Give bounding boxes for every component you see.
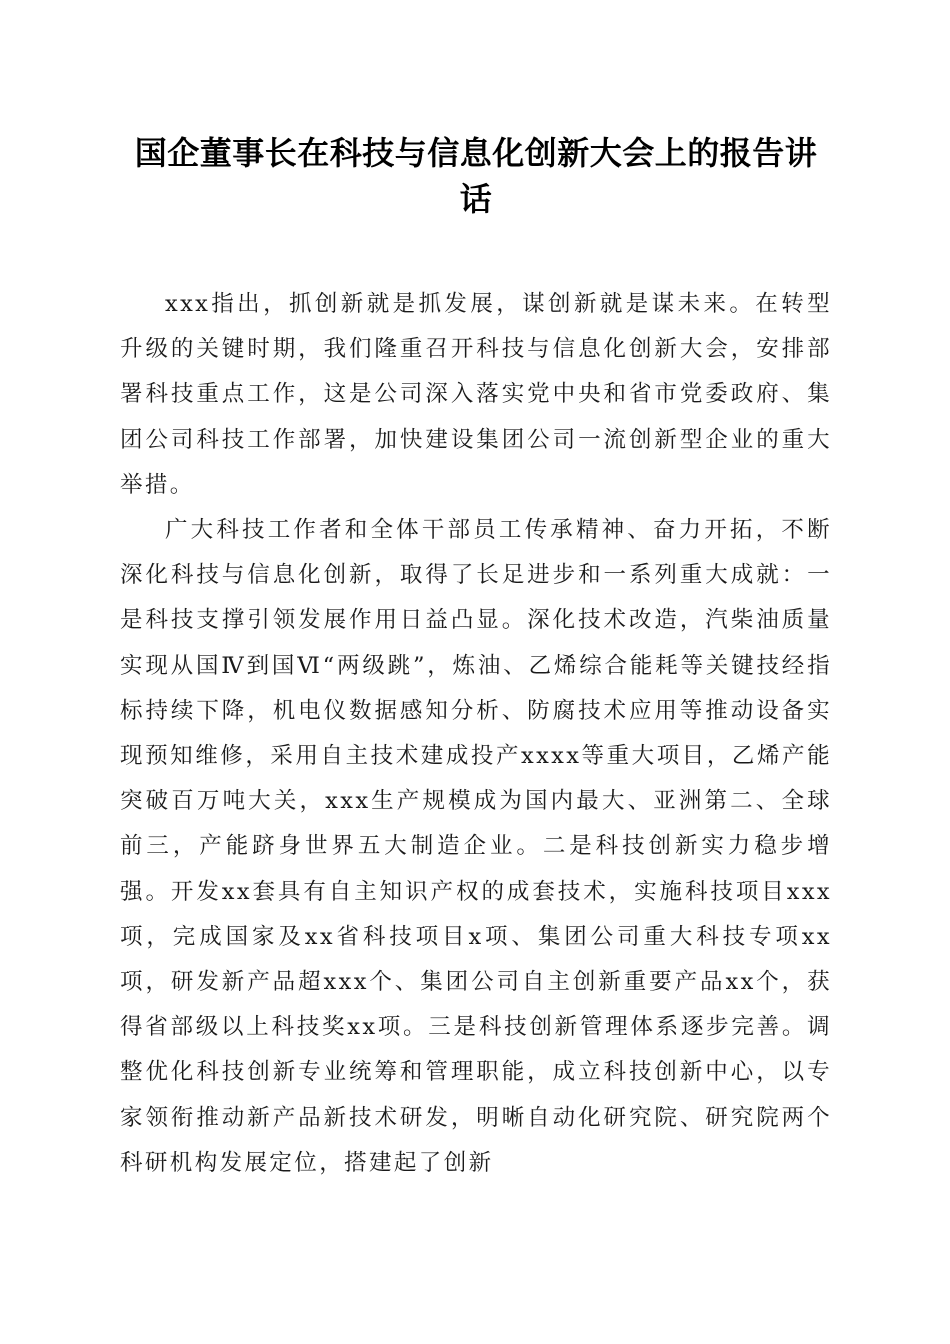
paragraph-achievements: 广大科技工作者和全体干部员工传承精神、奋力开拓，不断深化科技与信息化创新，取得了长足进步和一系列重大成就：一是科技支撑引领发展作用日益凸显。深化技术改造，汽柴油质量实现从国Ⅳ到国Ⅵ“两级跳”，炼油、乙烯综合能耗等关键技经指标持续下降，机电仪数据感知分析、防腐技术应用等推动设备实现预知维修，采用自主技术建成投产xxxx等重大项目，乙烯产能突破百万吨大关，xxx生产规模成为国内最大、亚洲第二、全球前三，产能跻身世界五大制造企业。二是科技创新实力稳步增强。开发xx套具有自主知识产权的成套技术，实施科技项目xxx项，完成国家及xx省科技项目x项、集团公司重大科技专项xx项，研发新产品超xxx个、集团公司自主创新重要产品xx个，获得省部级以上科技奖xx项。三是科技创新管理体系逐步完善。调整优化科技创新专业统筹和管理职能，成立科技创新中心，以专家领衔推动新产品新技术研发，明晰自动化研究院、研究院两个科研机构发展定位，搭建起了创新 — [120, 517, 832, 1176]
document-body — [120, 282, 832, 1186]
paragraph-intro: xxx指出，抓创新就是抓发展，谋创新就是谋未来。在转型升级的关键时期，我们隆重召开科技与信息化创新大会，安排部署科技重点工作，这是公司深入落实党中央和省市党委政府、集团公司科技工作部署，加快建设集团公司一流创新型企业的重大举措。 — [120, 291, 832, 498]
document-title: 国企董事长在科技与信息化创新大会上的报告讲话 — [134, 134, 818, 218]
